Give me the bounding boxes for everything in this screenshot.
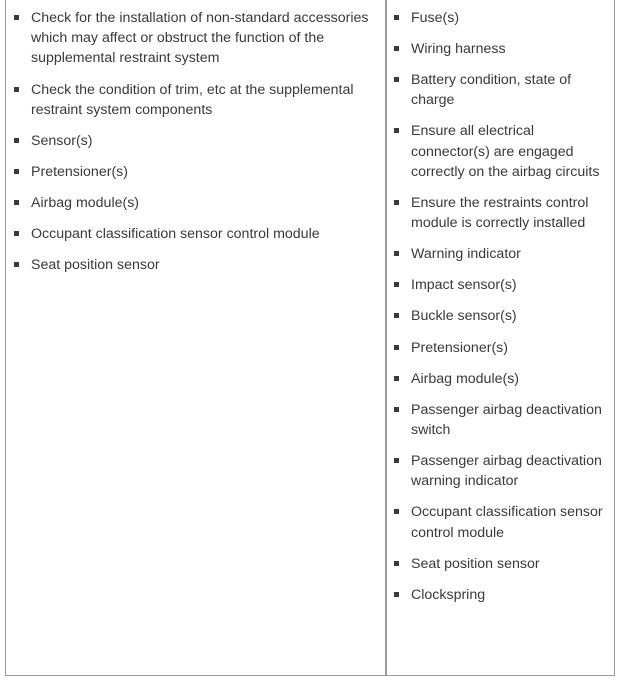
list-item-text: Check for the installation of non-standard accessories which may affect or obstruct the function of the supplemental restraint system: [31, 10, 369, 67]
list-item: [14, 224, 380, 244]
list-item: [394, 193, 604, 233]
list-item: [394, 451, 604, 491]
list-item-text: Ensure the restraints control module is correctly installed: [411, 194, 589, 232]
list-item-text: Occupant classification sensor control module: [411, 504, 603, 541]
bullet-square-icon: [394, 592, 399, 597]
list-item: [394, 554, 604, 574]
bullet-square-icon: [394, 345, 399, 350]
list-item: [394, 585, 604, 605]
bullet-square-icon: [394, 313, 399, 318]
bullet-square-icon: [14, 138, 19, 143]
bullet-square-icon: [394, 15, 399, 20]
bullet-square-icon: [394, 200, 399, 205]
list-item-text: Ensure all electrical connector(s) are engaged correctly on the airbag circuits: [411, 123, 600, 180]
list-item-text: Airbag module(s): [411, 370, 520, 387]
list-item-text: Occupant classification sensor control module: [31, 226, 320, 243]
list-item-text: Battery condition, state of charge: [411, 72, 572, 109]
bullet-square-icon: [394, 251, 399, 256]
list-item-text: Wiring harness: [411, 41, 506, 58]
list-item: [394, 70, 604, 110]
list-item-text: Passenger airbag deactivation warning indicator: [411, 453, 602, 490]
list-item: [394, 121, 604, 182]
bullet-square-icon: [394, 77, 399, 82]
bullet-square-icon: [14, 262, 19, 267]
list-item: [394, 306, 604, 326]
list-item: [394, 275, 604, 295]
list-item: [14, 8, 380, 69]
list-item: [394, 39, 604, 59]
list-item: [14, 255, 380, 275]
bullet-square-icon: [394, 458, 399, 463]
list-item: [14, 131, 380, 151]
list-item-text: Seat position sensor: [411, 555, 540, 572]
bullet-square-icon: [394, 407, 399, 412]
list-item-text: Sensor(s): [31, 132, 93, 149]
list-item: [14, 193, 380, 213]
bullet-square-icon: [394, 46, 399, 51]
list-item: [394, 244, 604, 264]
list-item-text: Warning indicator: [411, 246, 521, 263]
bullet-square-icon: [394, 282, 399, 287]
bullet-square-icon: [14, 200, 19, 205]
list-item: [394, 369, 604, 389]
bullet-square-icon: [14, 169, 19, 174]
list-item-text: Seat position sensor: [31, 257, 160, 274]
list-item-text: Fuse(s): [411, 10, 460, 26]
bullet-square-icon: [14, 15, 19, 20]
list-item-text: Passenger airbag deactivation switch: [411, 401, 602, 438]
list-item: [394, 400, 604, 440]
list-item: [394, 8, 604, 28]
right-checklist-column: [394, 8, 604, 616]
bullet-square-icon: [394, 509, 399, 514]
list-item-text: Check the condition of trim, etc at the supplemental restraint system components: [31, 81, 354, 118]
bullet-square-icon: [394, 376, 399, 381]
bullet-square-icon: [14, 231, 19, 236]
list-item: [394, 338, 604, 358]
list-item-text: Buckle sensor(s): [411, 308, 517, 325]
left-checklist-column: [14, 8, 380, 286]
list-item-text: Airbag module(s): [31, 194, 140, 211]
list-item-text: Pretensioner(s): [411, 339, 508, 356]
column-divider: [385, 0, 387, 676]
list-item-text: Impact sensor(s): [411, 277, 517, 294]
list-item: [14, 80, 380, 120]
bullet-square-icon: [14, 87, 19, 92]
bullet-square-icon: [394, 561, 399, 566]
list-item-text: Clockspring: [411, 586, 486, 603]
list-item: [394, 502, 604, 542]
list-item: [14, 162, 380, 182]
bullet-square-icon: [394, 128, 399, 133]
list-item-text: Pretensioner(s): [31, 163, 128, 180]
